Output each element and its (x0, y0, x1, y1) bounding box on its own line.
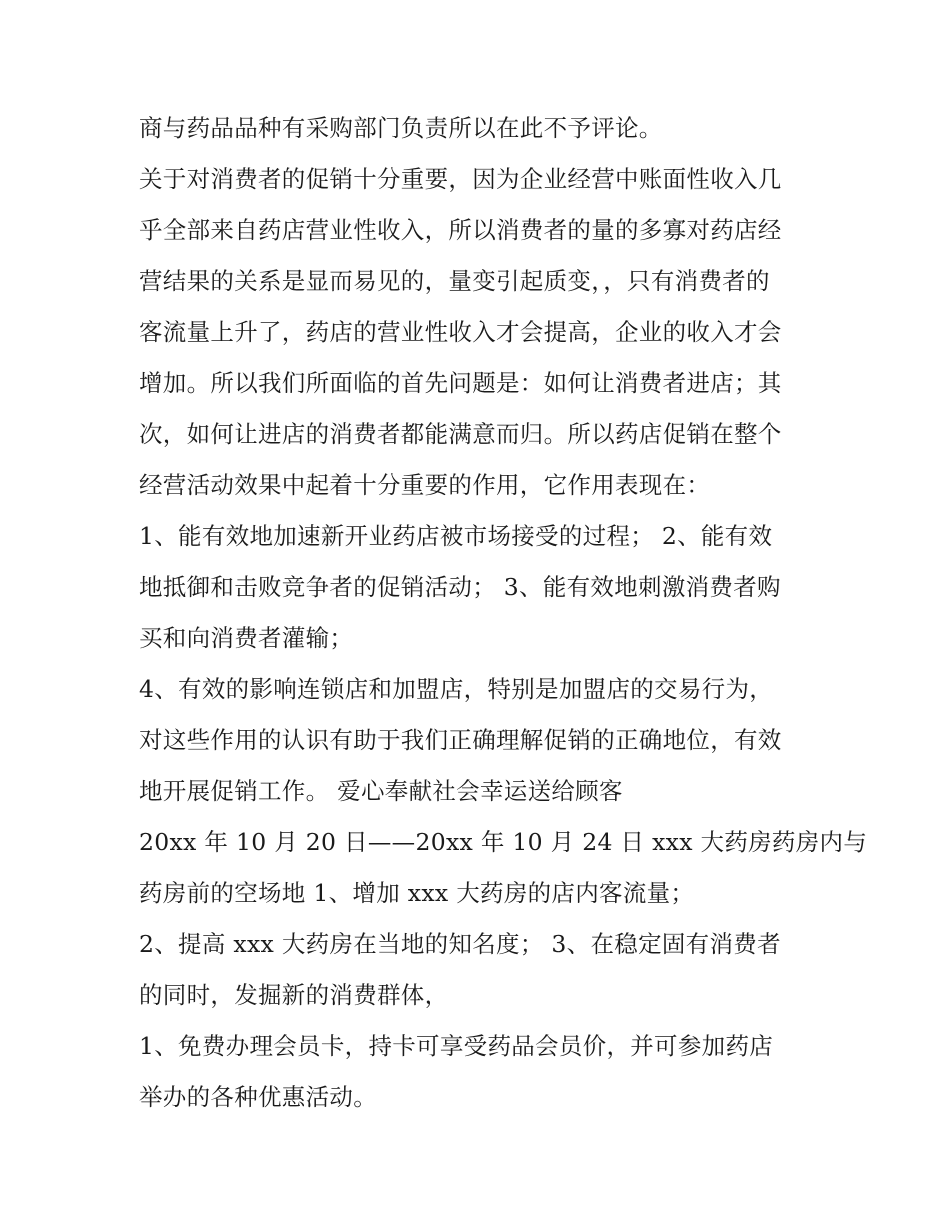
text-line-2: 关于对消费者的促销十分重要，因为企业经营中账面性收入几 (139, 165, 782, 193)
text-line-11: 买和向消费者灌输； (139, 624, 354, 652)
text-line-8: 经营活动效果中起着十分重要的作用，它作用表现在： (139, 471, 711, 499)
text-line-18: 的同时，发掘新的消费群体， (139, 981, 449, 1009)
text-line-20: 举办的各种优惠活动。 (139, 1083, 377, 1111)
text-line-7: 次，如何让进店的消费者都能满意而归。所以药店促销在整个 (139, 420, 782, 448)
text-line-14: 地开展促销工作。 爱心奉献社会幸运送给顾客 (139, 777, 623, 805)
text-line-5: 客流量上升了，药店的营业性收入才会提高，企业的收入才会 (139, 318, 782, 346)
text-line-17: 2、提高 xxx 大药房在当地的知名度； 3、在稳定固有消费者 (139, 930, 781, 958)
text-line-13: 对这些作用的认识有助于我们正确理解促销的正确地位，有效 (139, 726, 782, 754)
text-line-4: 营结果的关系是显而易见的，量变引起质变，，只有消费者的 (139, 267, 770, 295)
text-line-19: 1、免费办理会员卡，持卡可享受药品会员价，并可参加药店 (139, 1032, 774, 1060)
text-line-6: 增加。所以我们所面临的首先问题是：如何让消费者进店；其 (139, 369, 782, 397)
text-line-12: 4、有效的影响连锁店和加盟店，特别是加盟店的交易行为， (139, 675, 774, 703)
text-line-9: 1、能有效地加速新开业药店被市场接受的过程； 2、能有效 (139, 522, 773, 550)
text-line-10: 地抵御和击败竞争者的促销活动； 3、能有效地刺激消费者购 (139, 573, 781, 601)
text-line-3: 乎全部来自药店营业性收入，所以消费者的量的多寡对药店经 (139, 216, 782, 244)
text-line-16: 药房前的空场地 1、增加 xxx 大药房的店内客流量； (139, 879, 695, 907)
text-line-15: 20xx 年 10 月 20 日——20xx 年 10 月 24 日 xxx 大药房药房内与 (139, 828, 868, 856)
text-line-1: 商与药品品种有采购部门负责所以在此不予评论。 (139, 114, 663, 142)
